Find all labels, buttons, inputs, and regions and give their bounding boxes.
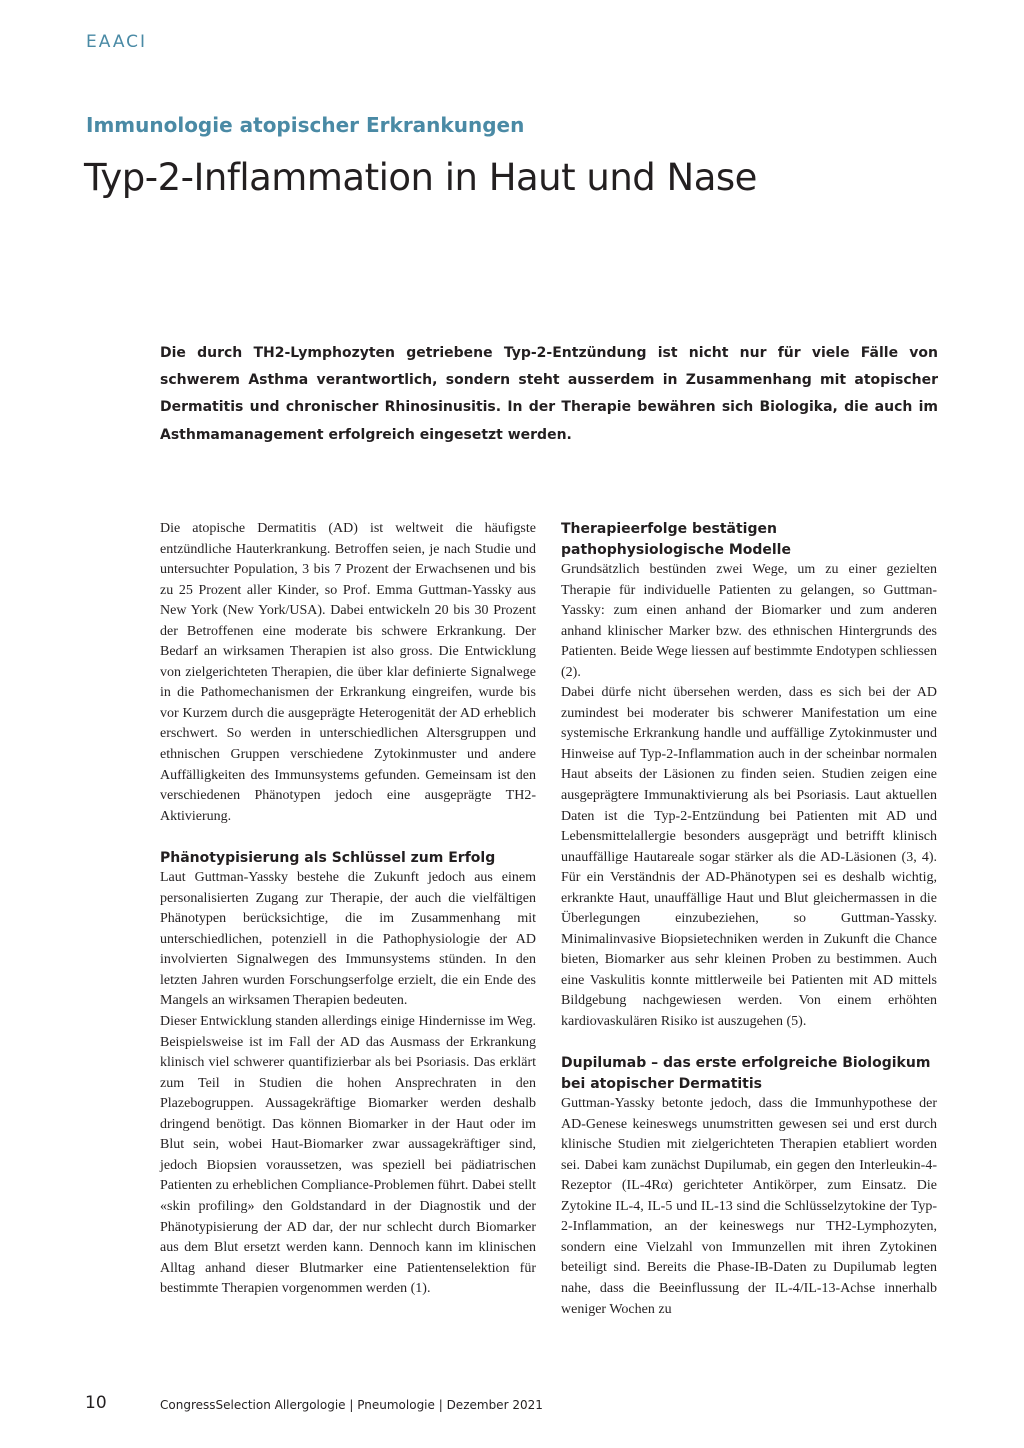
left-column — [160, 519, 536, 1300]
subheading-phaenotypisierung: Phänotypisierung als Schlüssel zum Erfolg — [160, 849, 496, 866]
body-paragraph: Guttman-Yassky betonte jedoch, dass die Immunhypothese der AD-Genese keineswegs unumstritten gewesen sei und erst durch klinische Studien mit zielgerichteten Therapien etabliert worden sei. Dabei kam zunächst Dupilumab, ein gegen den Interleukin-4-Rezeptor (IL-4Rα) gerichteter Antikörper, zum Einsatz. Die Zytokine IL-4, IL-5 und IL-13 sind die Schlüsselzytokine der Typ-2-Inflammation, an der keineswegs nur TH2-Lymphozyten, sondern eine Vielzahl von Immunzellen mit ihren Zytokinen beteiligt sind. Bereits die Phase-IB-Daten zu Dupilumab legten nahe, dass die Beeinflussung der IL-4/IL-13-Achse innerhalb weniger Wochen zu — [561, 1096, 937, 1317]
section-title: Immunologie atopischer Erkrankungen — [86, 113, 525, 137]
subheading-dupilumab: Dupilumab – das erste erfolgreiche Biologikum bei atopischer Dermatitis — [561, 1055, 931, 1092]
article-lead: Die durch TH2-Lymphozyten getriebene Typ-2-Entzündung ist nicht nur für viele Fälle von schwerem Asthma verantwortlich, sondern steht ausserdem in Zusammenhang mit atopischer Dermatitis und chronischer Rhinosinusitis. In der Therapie bewähren sich Biologika, die auch im Asthmamanagement erfolgreich eingesetzt werden. — [160, 345, 938, 443]
body-paragraph: Laut Guttman-Yassky bestehe die Zukunft jedoch aus einem personalisierten Zugang zur Therapie, der auch die vielfältigen Phänotypen berücksichtige, die im Zusammenhang mit unterschiedlichen, potenziell in die Pathophysiologie der AD involvierten Signalwegen des Immunsystems stünden. In den letzten Jahren wurden Forschungserfolge erzielt, die ein Ende des Mangels an wirksamen Therapien bedeuten. — [160, 870, 536, 1009]
body-paragraph: Dieser Entwicklung standen allerdings einige Hindernisse im Weg. Beispielsweise ist im Fall der AD das Ausmass der Erkrankung klinisch viel schwerer quantifizierbar als bei Psoriasis. Das erklärt zum Teil in Studien die hohen Ansprechraten in den Plazebogruppen. Aussagekräftige Biomarker werden deshalb dringend benötigt. Das können Biomarker in der Haut oder im Blut sein, wobei Haut-Biomarker zwar aussagekräftiger sind, jedoch Biopsien voraussetzen, was speziell bei pädiatrischen Patienten zu erheblichen Compliance-Problemen führt. Dabei stellt «skin profiling» den Goldstandard in der Diagnostik und der Phänotypisierung der AD dar, der nur schlecht durch Biomarker aus dem Blut ersetzt werden kann. Dennoch kann im klinischen Alltag anhand dieser Blutmarker eine Patientenselektion für bestimmte Therapien vorgenommen werden (1). — [160, 1014, 536, 1297]
page-number: 10 — [85, 1393, 107, 1413]
body-paragraph: Grundsätzlich bestünden zwei Wege, um zu einer gezielten Therapie für individuelle Patienten zu gelangen, so Guttman-Yassky: zum einen anhand der Biomarker und zum anderen anhand klinischer Marker bzw. des ethnischen Hintergrunds des Patienten. Beide Wege liessen auf bestimmte Endotypen schliessen (2). — [561, 562, 937, 680]
right-column — [561, 519, 937, 1320]
intro-paragraph: Die atopische Dermatitis (AD) ist weltweit die häufigste entzündliche Hauterkrankung. Betroffen seien, je nach Studie und untersuchter Population, 3 bis 7 Prozent der Erwachsenen und bis zu 25 Prozent aller Kinder, so Prof. Emma Guttman-Yassky aus New York (New York/USA). Dabei entwickeln 20 bis 30 Prozent der Betroffenen eine moderate bis schwere Erkrankung. Der Bedarf an wirksamen Therapien ist also gross. Die Entwicklung von zielgerichteten Therapien, die über klar definierte Signalwege in die Pathomechanismen der Erkrankung eingreifen, wurde bis vor Kurzem durch die ausgeprägte Heterogenität der AD erheblich erschwert. So werden in unterschiedlichen Altersgruppen und ethnischen Gruppen verschiedene Zytokinmuster und andere Auffälligkeiten des Immunsystems gefunden. Gemeinsam ist den verschiedenen Phänotypen jedoch eine ausgeprägte TH2-Aktivierung. — [160, 521, 536, 824]
body-paragraph: Dabei dürfe nicht übersehen werden, dass es sich bei der AD zumindest bei moderater bis schwerer Manifestation um eine systemische Erkrankung handle und auffällige Zytokinmuster und Hinweise auf Typ-2-Inflammation auch in der scheinbar normalen Haut abseits der Läsionen zu finden seien. Studien zeigen eine ausgeprägtere Immunaktivierung als bei Psoriasis. Laut aktuellen Daten ist die Typ-2-Entzündung bei Patienten mit AD und Lebensmittelallergie besonders ausgeprägt und betrifft klinisch unauffällige Hautareale sogar stärker als die AD-Läsionen (3, 4). Für ein Verständnis der AD-Phänotypen sei es deshalb wichtig, erkrankte Haut, unauffällige Haut und Blut gleichermassen in die Überlegungen einzubeziehen, so Guttman-Yassky. Minimalinvasive Biopsietechniken werden in Zukunft die Chance bieten, Biomarker aus sehr kleinen Proben zu bestimmen. Auch eine Vaskulitis konnte mittlerweile bei Patienten mit AD mittels Bildgebung nachgewiesen werden. Von einem erhöhten kardiovaskulären Risiko ist auszugehen (5). — [561, 685, 937, 1030]
footer-publication: CongressSelection Allergologie | Pneumologie | Dezember 2021 — [160, 1398, 543, 1412]
section-kicker: EAACI — [86, 32, 148, 52]
subheading-therapieerfolge: Therapieerfolge bestätigen pathophysiologische Modelle — [561, 521, 791, 558]
article-title: Typ-2-Inflammation in Haut und Nase — [84, 156, 757, 199]
